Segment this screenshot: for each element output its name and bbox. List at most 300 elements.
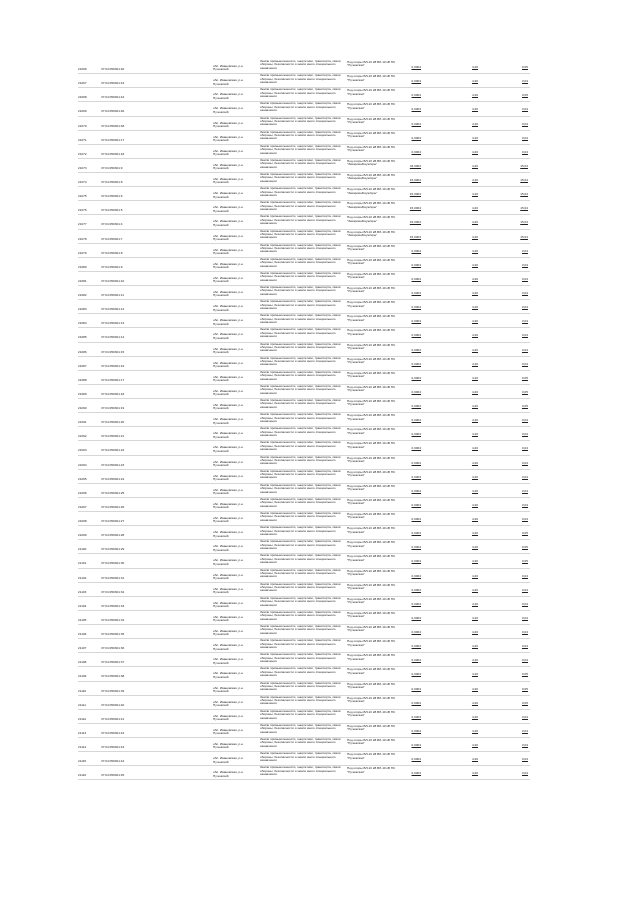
purpose-cell: Под опоры ВЛ-10 кВ ВЛ-10 кВ ПС "Пучежская" xyxy=(347,130,396,139)
land-category-cell: Земли промышленности, энергетики, транспорта, связи обороны, безопасности и земли иного специального назначения xyxy=(260,681,341,692)
land-category-cell: Земли промышленности, энергетики, транспорта, связи обороны, безопасности и земли иного специального назначения xyxy=(260,526,341,536)
row-id: 21072 xyxy=(78,151,87,156)
area-cell: 0,0004 xyxy=(411,262,421,267)
price-cell: 4,20 xyxy=(471,107,478,112)
sum-cell: 0,04 xyxy=(521,107,528,112)
area-cell: 0,0004 xyxy=(411,615,421,620)
row-id: 21080 xyxy=(78,264,87,269)
area-cell: 0,0004 xyxy=(411,149,421,154)
area-cell: 0,0004 xyxy=(411,418,421,423)
area-cell: 0,0004 xyxy=(411,121,421,126)
land-category-cell: Земли промышленности, энергетики, транспорта, связи обороны, безопасности и земли иного специального назначения xyxy=(260,271,341,282)
purpose-cell: Под опоры ВЛ-10 кВ ВЛ-10 кВ ПС "Пучежская" xyxy=(347,300,396,308)
address-cell: обл. Ивановская, р-н Пучежский xyxy=(213,275,244,284)
address-cell: обл. Ивановская, р-н Пучежский xyxy=(213,304,244,312)
land-category-cell: Земли промышленности, энергетики, транспорта, связи обороны, безопасности и земли иного специального назначения xyxy=(260,497,341,508)
price-cell: 4,20 xyxy=(471,587,478,592)
land-category-cell: Земли промышленности, энергетики, транспорта, связи обороны, безопасности и земли иного специального назначения xyxy=(260,342,341,353)
table-row xyxy=(78,60,530,74)
sum-cell: 15,04 xyxy=(520,206,528,211)
price-cell: 4,20 xyxy=(471,531,478,536)
sum-cell: 0,05 xyxy=(521,375,528,380)
land-category-cell: Земли промышленности, энергетики, транспорта, связи обороны, безопасности и земли иного специального назначения xyxy=(260,752,341,762)
land-category-cell: Земли промышленности, энергетики, транспорта, связи обороны, безопасности и земли иного специального назначения xyxy=(260,469,341,480)
price-cell: 4,20 xyxy=(471,276,478,281)
land-category-cell: Земли промышленности, энергетики, транспорта, связи обороны, безопасности и земли иного специального назначения xyxy=(260,554,341,565)
land-category-cell: Земли промышленности, энергетики, транспорта, связи обороны, безопасности и земли иного специального назначения xyxy=(260,596,341,607)
address-cell: обл. Ивановская, р-н Пучежский xyxy=(213,403,244,411)
table-row xyxy=(78,710,530,724)
table-row xyxy=(78,413,530,427)
land-category-cell: Земли промышленности, энергетики, транспорта, связи обороны, безопасности и земли иного специального назначения xyxy=(260,130,341,141)
area-cell: 0,0004 xyxy=(411,375,421,380)
sum-cell: 0,04 xyxy=(521,517,528,521)
row-id: 21074 xyxy=(78,180,87,184)
cadastral-number: 37:04:050301:6 xyxy=(101,194,123,199)
table-row xyxy=(78,131,530,145)
table-row xyxy=(78,145,530,159)
cadastral-number: 37:04:050301:20 xyxy=(101,420,125,425)
cadastral-number: 37:04:050301:21 xyxy=(101,434,125,439)
cadastral-number: 37:04:050301:8 xyxy=(101,250,123,255)
sum-cell: 0,04 xyxy=(521,291,528,295)
table-row xyxy=(78,498,530,512)
table-row xyxy=(78,357,530,371)
row-id: 21092 xyxy=(78,434,87,439)
row-id: 21085 xyxy=(78,335,87,340)
land-category-cell: Земли промышленности, энергетики, транспорта, связи обороны, безопасности и земли иного специального назначения xyxy=(260,568,341,579)
purpose-cell: Под опоры ВЛ-10 кВ ВЛ-10 кВ ПС "Захарово/Кнуж/хры" xyxy=(347,173,396,181)
price-cell: 4,20 xyxy=(471,305,478,310)
purpose-cell: Под опоры ВЛ-10 кВ ВЛ-10 кВ ПС "Пучежская" xyxy=(347,102,396,110)
price-cell: 4,20 xyxy=(471,488,478,493)
row-id: 21079 xyxy=(78,250,87,255)
row-id: 21097 xyxy=(78,504,87,509)
land-category-cell: Земли промышленности, энергетики, транспорта, связи обороны, безопасности и земли иного специального назначения xyxy=(260,328,341,339)
cadastral-number: 37:04:050301:7 xyxy=(101,236,123,241)
area-cell: 0,0004 xyxy=(411,728,421,733)
sum-cell: 0,04 xyxy=(521,418,528,423)
price-cell: 4,20 xyxy=(471,206,478,211)
area-cell: 0,0004 xyxy=(411,601,421,606)
purpose-cell: Под опоры ВЛ-10 кВ ВЛ-10 кВ ПС "Пучежская" xyxy=(347,328,396,336)
area-cell: 15,0004 xyxy=(409,192,421,197)
area-cell: 0,0004 xyxy=(411,361,421,366)
cadastral-number: 37:04:050301:37 xyxy=(101,660,125,665)
cadastral-number: 37:04:050301:33 xyxy=(101,603,125,608)
land-category-cell: Земли промышленности, энергетики, транспорта, связи обороны, безопасности и земли иного специального назначения xyxy=(260,370,341,381)
area-cell: 0,0004 xyxy=(411,347,421,352)
purpose-cell: Под опоры ВЛ-10 кВ ВЛ-10 кВ ПС "Пучежская" xyxy=(347,257,396,266)
sum-cell: 0,04 xyxy=(521,587,528,592)
land-category-cell: Земли промышленности, энергетики, транспорта, связи обороны, безопасности и земли иного специального назначения xyxy=(260,356,341,367)
table-row xyxy=(78,102,530,116)
purpose-cell: Под опоры ВЛ-10 кВ ВЛ-10 кВ ПС "Пучежская" xyxy=(347,413,396,421)
price-cell: 4,20 xyxy=(471,432,478,437)
area-cell: 0,0004 xyxy=(411,573,421,578)
address-cell: обл. Ивановская, р-н Пучежский xyxy=(213,742,244,750)
cadastral-number: 37:04:050301:40 xyxy=(101,702,125,707)
address-cell: обл. Ивановская, р-н Пучежский xyxy=(213,713,244,722)
row-id: 21084 xyxy=(78,321,87,326)
cadastral-number: 37:04:050301:14 xyxy=(101,335,125,340)
address-cell: обл. Ивановская, р-н Пучежский xyxy=(213,318,244,326)
land-category-cell: Земли промышленности, энергетики, транспорта, связи обороны, безопасности и земли иного специального назначения xyxy=(260,215,341,226)
table-row xyxy=(78,300,530,314)
land-category-cell: Земли промышленности, энергетики, транспорта, связи обороны, безопасности и земли иного специального назначения xyxy=(260,709,341,720)
area-cell: 0,0004 xyxy=(411,333,421,338)
row-id: 21112 xyxy=(78,716,87,721)
address-cell: обл. Ивановская, р-н Пучежский xyxy=(213,558,244,566)
area-cell: 0,0004 xyxy=(411,291,421,295)
price-cell: 4,20 xyxy=(471,192,478,197)
land-category-cell: Земли промышленности, энергетики, транспорта, связи обороны, безопасности и земли иного специального назначения xyxy=(260,286,341,296)
land-category-cell: Земли промышленности, энергетики, транспорта, связи обороны, безопасности и земли иного специального назначения xyxy=(260,384,341,395)
table-row xyxy=(78,526,530,540)
address-cell: обл. Ивановская, р-н Пучежский xyxy=(213,544,244,552)
row-id: 21077 xyxy=(78,222,87,227)
purpose-cell: Под опоры ВЛ-10 кВ ВЛ-10 кВ ПС "Пучежская" xyxy=(347,271,396,280)
land-category-cell: Земли промышленности, энергетики, транспорта, связи обороны, безопасности и земли иного специального назначения xyxy=(260,144,341,155)
row-id: 21109 xyxy=(78,674,87,679)
price-cell: 4,20 xyxy=(471,728,478,733)
cadastral-number: 37:04:050301:8 xyxy=(101,180,123,184)
price-cell: 4,20 xyxy=(471,686,478,691)
cadastral-number: 37:04:050301:10 xyxy=(101,278,125,283)
address-cell: обл. Ивановская, р-н Пучежский xyxy=(213,600,244,609)
address-cell: обл. Ивановская, р-н Пучежский xyxy=(213,177,244,185)
address-cell: обл. Ивановская, р-н Пучежский xyxy=(213,290,244,298)
area-cell: 0,0004 xyxy=(411,389,421,394)
land-category-cell: Земли промышленности, энергетики, транспорта, связи обороны, безопасности и земли иного специального назначения xyxy=(260,314,341,325)
purpose-cell: Под опоры ВЛ-10 кВ ВЛ-10 кВ ПС "Пучежская" xyxy=(347,568,396,576)
price-cell: 4,20 xyxy=(471,135,478,140)
purpose-cell: Под опоры ВЛ-10 кВ ВЛ-10 кВ ПС "Пучежская" xyxy=(347,427,396,435)
purpose-cell: Под опоры ВЛ-10 кВ ВЛ-10 кВ ПС "Пучежская" xyxy=(347,60,396,68)
sum-cell: 0,04 xyxy=(521,276,528,281)
cadastral-number: 37:04:050301:23 xyxy=(101,462,125,467)
address-cell: обл. Ивановская, р-н Пучежский xyxy=(213,770,244,778)
cadastral-number: 37:04:050301:5 xyxy=(101,208,123,213)
row-id: 21078 xyxy=(78,236,87,241)
row-id: 21098 xyxy=(78,519,87,523)
land-category-cell: Земли промышленности, энергетики, транспорта, связи обороны, безопасности и земли иного специального назначения xyxy=(260,667,341,678)
area-cell: 15,0004 xyxy=(409,206,421,211)
table-row xyxy=(78,696,530,710)
address-cell: обл. Ивановская, р-н Пучежский xyxy=(213,643,244,651)
land-category-cell: Земли промышленности, энергетики, транспорта, связи обороны, безопасности и земли иного специального назначения xyxy=(260,512,341,522)
area-cell: 0,0004 xyxy=(411,404,421,408)
row-id: 21083 xyxy=(78,307,87,312)
land-category-cell: Земли промышленности, энергетики, транспорта, связи обороны, безопасности и земли иного специального назначения xyxy=(260,582,341,593)
land-category-cell: Земли промышленности, энергетики, транспорта, связи обороны, безопасности и земли иного специального назначения xyxy=(260,723,341,734)
land-category-cell: Земли промышленности, энергетики, транспорта, связи обороны, безопасности и земли иного специального назначения xyxy=(260,483,341,494)
land-category-cell: Земли промышленности, энергетики, транспорта, связи обороны, безопасности и земли иного специального назначения xyxy=(260,173,341,183)
cadastral-number: 37:04:050301:42 xyxy=(101,730,125,735)
sum-cell: 0,04 xyxy=(521,630,528,634)
cadastral-number: 37:04:050301:43 xyxy=(101,81,125,86)
price-cell: 4,20 xyxy=(471,573,478,578)
row-id: 21106 xyxy=(78,632,87,636)
price-cell: 4,20 xyxy=(471,630,478,634)
purpose-cell: Под опоры ВЛ-10 кВ ВЛ-10 кВ ПС "Пучежская" xyxy=(347,695,396,704)
sum-cell: 0,04 xyxy=(521,460,528,465)
area-cell: 0,0004 xyxy=(411,714,421,719)
area-cell: 0,0004 xyxy=(411,319,421,324)
sum-cell: 0,04 xyxy=(521,488,528,493)
purpose-cell: Под опоры ВЛ-10 кВ ВЛ-10 кВ ПС "Захарово/Кнуж/хры" xyxy=(347,187,396,195)
purpose-cell: Под опоры ВЛ-10 кВ ВЛ-10 кВ ПС "Пучежская" xyxy=(347,483,396,492)
land-category-cell: Земли промышленности, энергетики, транспорта, связи обороны, безопасности и земли иного специального назначения xyxy=(260,399,341,409)
table-row xyxy=(78,583,530,597)
area-cell: 0,0004 xyxy=(411,446,421,451)
cadastral-number: 37:04:050301:44 xyxy=(101,759,125,764)
land-category-cell: Земли промышленности, энергетики, транспорта, связи обороны, безопасности и земли иного специального назначения xyxy=(260,201,341,212)
row-id: 21076 xyxy=(78,208,87,213)
land-category-cell: Земли промышленности, энергетики, транспорта, связи обороны, безопасности и земли иного специального назначения xyxy=(260,243,341,254)
cadastral-number: 37:04:050301:28 xyxy=(101,533,125,538)
row-id: 21099 xyxy=(78,67,87,71)
table-row xyxy=(78,117,530,131)
row-id: 21105 xyxy=(78,617,87,622)
land-category-cell: Земли промышленности, энергетики, транспорта, связи обороны, безопасности и земли иного специального назначения xyxy=(260,738,341,748)
purpose-cell: Под опоры ВЛ-10 кВ ВЛ-10 кВ ПС "Пучежская" xyxy=(347,610,396,619)
sum-cell: 0,05 xyxy=(521,672,528,677)
price-cell: 4,20 xyxy=(471,644,478,649)
price-cell: 4,20 xyxy=(471,163,478,168)
sum-cell: 0,04 xyxy=(521,502,528,507)
row-id: 21104 xyxy=(78,603,87,608)
land-category-cell: Земли промышленности, энергетики, транспорта, связи обороны, безопасности и земли иного специального назначения xyxy=(260,766,341,777)
price-cell: 4,20 xyxy=(471,121,478,126)
table-row xyxy=(78,639,530,653)
purpose-cell: Под опоры ВЛ-10 кВ ВЛ-10 кВ ПС "Пучежская" xyxy=(347,723,396,732)
price-cell: 4,20 xyxy=(471,771,478,776)
row-id: 21067 xyxy=(78,81,87,86)
price-cell: 4,20 xyxy=(471,517,478,521)
area-cell: 0,0004 xyxy=(411,743,421,747)
area-cell: 0,0004 xyxy=(411,630,421,634)
sum-cell: 0,05 xyxy=(521,93,528,98)
cadastral-number: 37:04:050301:29 xyxy=(101,547,125,552)
address-cell: обл. Ивановская, р-н Пучежский xyxy=(213,219,244,227)
area-cell: 0,0004 xyxy=(411,545,421,550)
address-cell: обл. Ивановская, р-н Пучежский xyxy=(213,233,244,241)
cadastral-number: 37:04:050301:41 xyxy=(101,716,125,721)
land-category-cell: Земли промышленности, энергетики, транспорта, связи обороны, безопасности и земли иного специального назначения xyxy=(260,413,341,423)
cadastral-number: 37:04:050301:12 xyxy=(101,307,125,312)
sum-cell: 0,04 xyxy=(521,446,528,451)
area-cell: 0,0004 xyxy=(411,474,421,479)
table-row xyxy=(78,766,530,780)
purpose-cell: Под опоры ВЛ-10 кВ ВЛ-10 кВ ПС "Пучежская" xyxy=(347,314,396,322)
cadastral-number: 37:04:050301:43 xyxy=(101,745,125,749)
purpose-cell: Под опоры ВЛ-10 кВ ВЛ-10 кВ ПС "Пучежская" xyxy=(347,639,396,647)
price-cell: 4,20 xyxy=(471,404,478,408)
land-category-cell: Земли промышленности, энергетики, транспорта, связи обороны, безопасности и земли иного специального назначения xyxy=(260,187,341,197)
purpose-cell: Под опоры ВЛ-10 кВ ВЛ-10 кВ ПС "Пучежская" xyxy=(347,441,396,449)
purpose-cell: Под опоры ВЛ-10 кВ ВЛ-10 кВ ПС "Пучежская" xyxy=(347,752,396,760)
table-row xyxy=(78,371,530,385)
purpose-cell: Под опоры ВЛ-10 кВ ВЛ-10 кВ ПС "Пучежская" xyxy=(347,738,396,746)
cadastral-number: 37:04:050301:46 xyxy=(101,109,125,114)
area-cell: 0,0004 xyxy=(411,460,421,465)
sum-cell: 0,04 xyxy=(521,361,528,366)
address-cell: обл. Ивановская, р-н Пучежский xyxy=(213,727,244,736)
cadastral-number: 37:04:050301:15 xyxy=(101,349,125,354)
purpose-cell: Под опоры ВЛ-10 кВ ВЛ-10 кВ ПС "Пучежская" xyxy=(347,455,396,463)
row-id: 21102 xyxy=(78,575,87,580)
table-row xyxy=(78,554,530,568)
price-cell: 4,20 xyxy=(471,93,478,98)
price-cell: 4,20 xyxy=(471,389,478,394)
purpose-cell: Под опоры ВЛ-10 кВ ВЛ-10 кВ ПС "Пучежская" xyxy=(347,667,396,675)
price-cell: 4,20 xyxy=(471,714,478,719)
purpose-cell: Под опоры ВЛ-10 кВ ВЛ-10 кВ ПС "Пучежская" xyxy=(347,582,396,591)
address-cell: обл. Ивановская, р-н Пучежский xyxy=(213,120,244,128)
row-id: 21110 xyxy=(78,688,87,693)
sum-cell: 15,04 xyxy=(520,178,528,182)
purpose-cell: Под опоры ВЛ-10 кВ ВЛ-10 кВ ПС "Захарово/Кнуж/хры" xyxy=(347,158,396,167)
purpose-cell: Под опоры ВЛ-10 кВ ВЛ-10 кВ ПС "Пучежская" xyxy=(347,653,396,661)
purpose-cell: Под опоры ВЛ-10 кВ ВЛ-10 кВ ПС "Пучежская" xyxy=(347,709,396,718)
address-cell: обл. Ивановская, р-н Пучежский xyxy=(213,671,244,679)
purpose-cell: Под опоры ВЛ-10 кВ ВЛ-10 кВ ПС "Пучежская" xyxy=(347,625,396,633)
table-row xyxy=(78,314,530,328)
address-cell: обл. Ивановская, р-н Пучежский xyxy=(213,445,244,453)
row-id: 21082 xyxy=(78,293,87,297)
row-id: 21108 xyxy=(78,660,87,665)
purpose-cell: Под опоры ВЛ-10 кВ ВЛ-10 кВ ПС "Пучежская" xyxy=(347,469,396,478)
land-category-cell: Земли промышленности, энергетики, транспорта, связи обороны, безопасности и земли иного специального назначения xyxy=(260,257,341,268)
purpose-cell: Под опоры ВЛ-10 кВ ВЛ-10 кВ ПС "Пучежская" xyxy=(347,370,396,379)
cadastral-number: 37:04:050301:34 xyxy=(101,617,125,622)
address-cell: обл. Ивановская, р-н Пучежский xyxy=(213,473,244,482)
land-category-cell: Земли промышленности, энергетики, транспорта, связи обороны, безопасности и земли иного специального назначения xyxy=(260,695,341,706)
cadastral-number: 37:04:050301:25 xyxy=(101,490,125,495)
cadastral-number: 37:04:050301:38 xyxy=(101,674,125,679)
sum-cell: 0,05 xyxy=(521,404,528,408)
area-cell: 15,0004 xyxy=(409,234,421,239)
table-row xyxy=(78,540,530,554)
sum-cell: 0,04 xyxy=(521,573,528,578)
address-cell: обл. Ивановская, р-н Пучежский xyxy=(213,699,244,708)
table-row xyxy=(78,724,530,738)
area-cell: 0,0004 xyxy=(411,686,421,691)
cadastral-number: 37:04:050301:9 xyxy=(101,264,123,269)
price-cell: 4,20 xyxy=(471,291,478,295)
cadastral-number: 37:04:050301:32 xyxy=(101,589,125,594)
area-cell: 0,0004 xyxy=(411,700,421,705)
sum-cell: 0,04 xyxy=(521,743,528,747)
land-category-cell: Земли промышленности, энергетики, транспорта, связи обороны, безопасности и земли иного специального назначения xyxy=(260,653,341,664)
sum-cell: 0,04 xyxy=(521,615,528,620)
address-cell: обл. Ивановская, р-н Пучежский xyxy=(213,657,244,665)
cadastral-number: 37:04:050301:11 xyxy=(101,293,124,297)
row-id: 21101 xyxy=(78,561,87,566)
sum-cell: 0,04 xyxy=(521,432,528,437)
address-cell: обл. Ивановская, р-н Пучежский xyxy=(213,516,244,524)
cadastral-number: 37:04:050301:35 xyxy=(101,632,125,636)
area-cell: 0,0004 xyxy=(411,93,421,98)
purpose-cell: Под опоры ВЛ-10 кВ ВЛ-10 кВ ПС "Пучежская" xyxy=(347,384,396,393)
address-cell: обл. Ивановская, р-н Пучежский xyxy=(213,247,244,256)
cadastral-number: 37:04:050301:13 xyxy=(101,321,125,326)
cadastral-number: 37:04:050301:19 xyxy=(101,406,125,410)
sum-cell: 0,04 xyxy=(521,333,528,338)
address-cell: обл. Ивановская, р-н Пучежский xyxy=(213,134,244,143)
address-cell: обл. Ивановская, р-н Пучежский xyxy=(213,191,244,199)
cadastral-number: 37:04:050301:45 xyxy=(101,773,125,778)
address-cell: обл. Ивановская, р-н Пучежский xyxy=(213,417,244,425)
address-cell: обл. Ивановская, р-н Пучежский xyxy=(213,332,244,340)
row-id: 21089 xyxy=(78,391,87,396)
table-row xyxy=(78,244,530,258)
purpose-cell: Под опоры ВЛ-10 кВ ВЛ-10 кВ ПС "Пучежская" xyxy=(347,596,396,605)
purpose-cell: Под опоры ВЛ-10 кВ ВЛ-10 кВ ПС "Пучежская" xyxy=(347,286,396,294)
address-cell: обл. Ивановская, р-н Пучежский xyxy=(213,346,244,354)
table-row xyxy=(78,201,530,215)
sum-cell: 0,04 xyxy=(521,319,528,324)
address-cell: обл. Ивановская, р-н Пучежский xyxy=(213,530,244,538)
land-category-cell: Земли промышленности, энергетики, транспорта, связи обороны, безопасности и земли иного специального назначения xyxy=(260,60,341,70)
sum-cell: 0,05 xyxy=(521,65,528,69)
cadastral-number: 37:04:050301:22 xyxy=(101,448,125,453)
price-cell: 4,20 xyxy=(471,65,478,69)
row-id: 21071 xyxy=(78,137,87,142)
table-body xyxy=(78,60,530,780)
sum-cell: 15,04 xyxy=(520,234,528,239)
row-id: 21086 xyxy=(78,349,87,354)
sum-cell: 0,04 xyxy=(521,248,528,253)
area-cell: 0,0004 xyxy=(411,502,421,507)
row-id: 21103 xyxy=(78,589,87,594)
row-id: 21091 xyxy=(78,420,87,425)
sum-cell: 15,04 xyxy=(520,220,528,225)
sum-cell: 0,05 xyxy=(521,700,528,705)
address-cell: обл. Ивановская, р-н Пучежский xyxy=(213,78,244,86)
area-cell: 0,0004 xyxy=(411,672,421,677)
price-cell: 4,20 xyxy=(471,757,478,762)
row-id: 21114 xyxy=(78,745,87,749)
sum-cell: 0,05 xyxy=(521,545,528,550)
land-category-cell: Земли промышленности, энергетики, транспорта, связи обороны, безопасности и земли иного специального назначения xyxy=(260,540,341,551)
table-row xyxy=(78,456,530,470)
price-cell: 4,20 xyxy=(471,234,478,239)
cadastral-number: 37:04:050301:24 xyxy=(101,476,125,481)
area-cell: 0,0004 xyxy=(411,658,421,663)
table-row xyxy=(78,173,530,187)
table-row xyxy=(78,230,530,244)
area-cell: 15,0004 xyxy=(409,220,421,225)
price-cell: 4,20 xyxy=(471,319,478,324)
purpose-cell: Под опоры ВЛ-10 кВ ВЛ-10 кВ ПС "Пучежская" xyxy=(347,512,396,520)
land-category-cell: Земли промышленности, энергетики, транспорта, связи обороны, безопасности и земли иного специального назначения xyxy=(260,229,341,240)
row-id: 21093 xyxy=(78,448,87,453)
land-category-cell: Земли промышленности, энергетики, транспорта, связи обороны, безопасности и земли иного специального назначения xyxy=(260,116,341,127)
area-cell: 15,0004 xyxy=(409,178,421,182)
sum-cell: 0,04 xyxy=(521,658,528,663)
address-cell: обл. Ивановская, р-н Пучежский xyxy=(213,106,244,114)
cadastral-number: 37:04:050301:30 xyxy=(101,561,125,566)
sum-cell: 0,04 xyxy=(521,757,528,762)
price-cell: 4,20 xyxy=(471,672,478,677)
sum-cell: 0,04 xyxy=(521,714,528,719)
sum-cell: 0,04 xyxy=(521,135,528,140)
row-id: 21099 xyxy=(78,533,87,538)
area-cell: 0,0004 xyxy=(411,248,421,253)
address-cell: обл. Ивановская, р-н Пучежский xyxy=(213,501,244,510)
